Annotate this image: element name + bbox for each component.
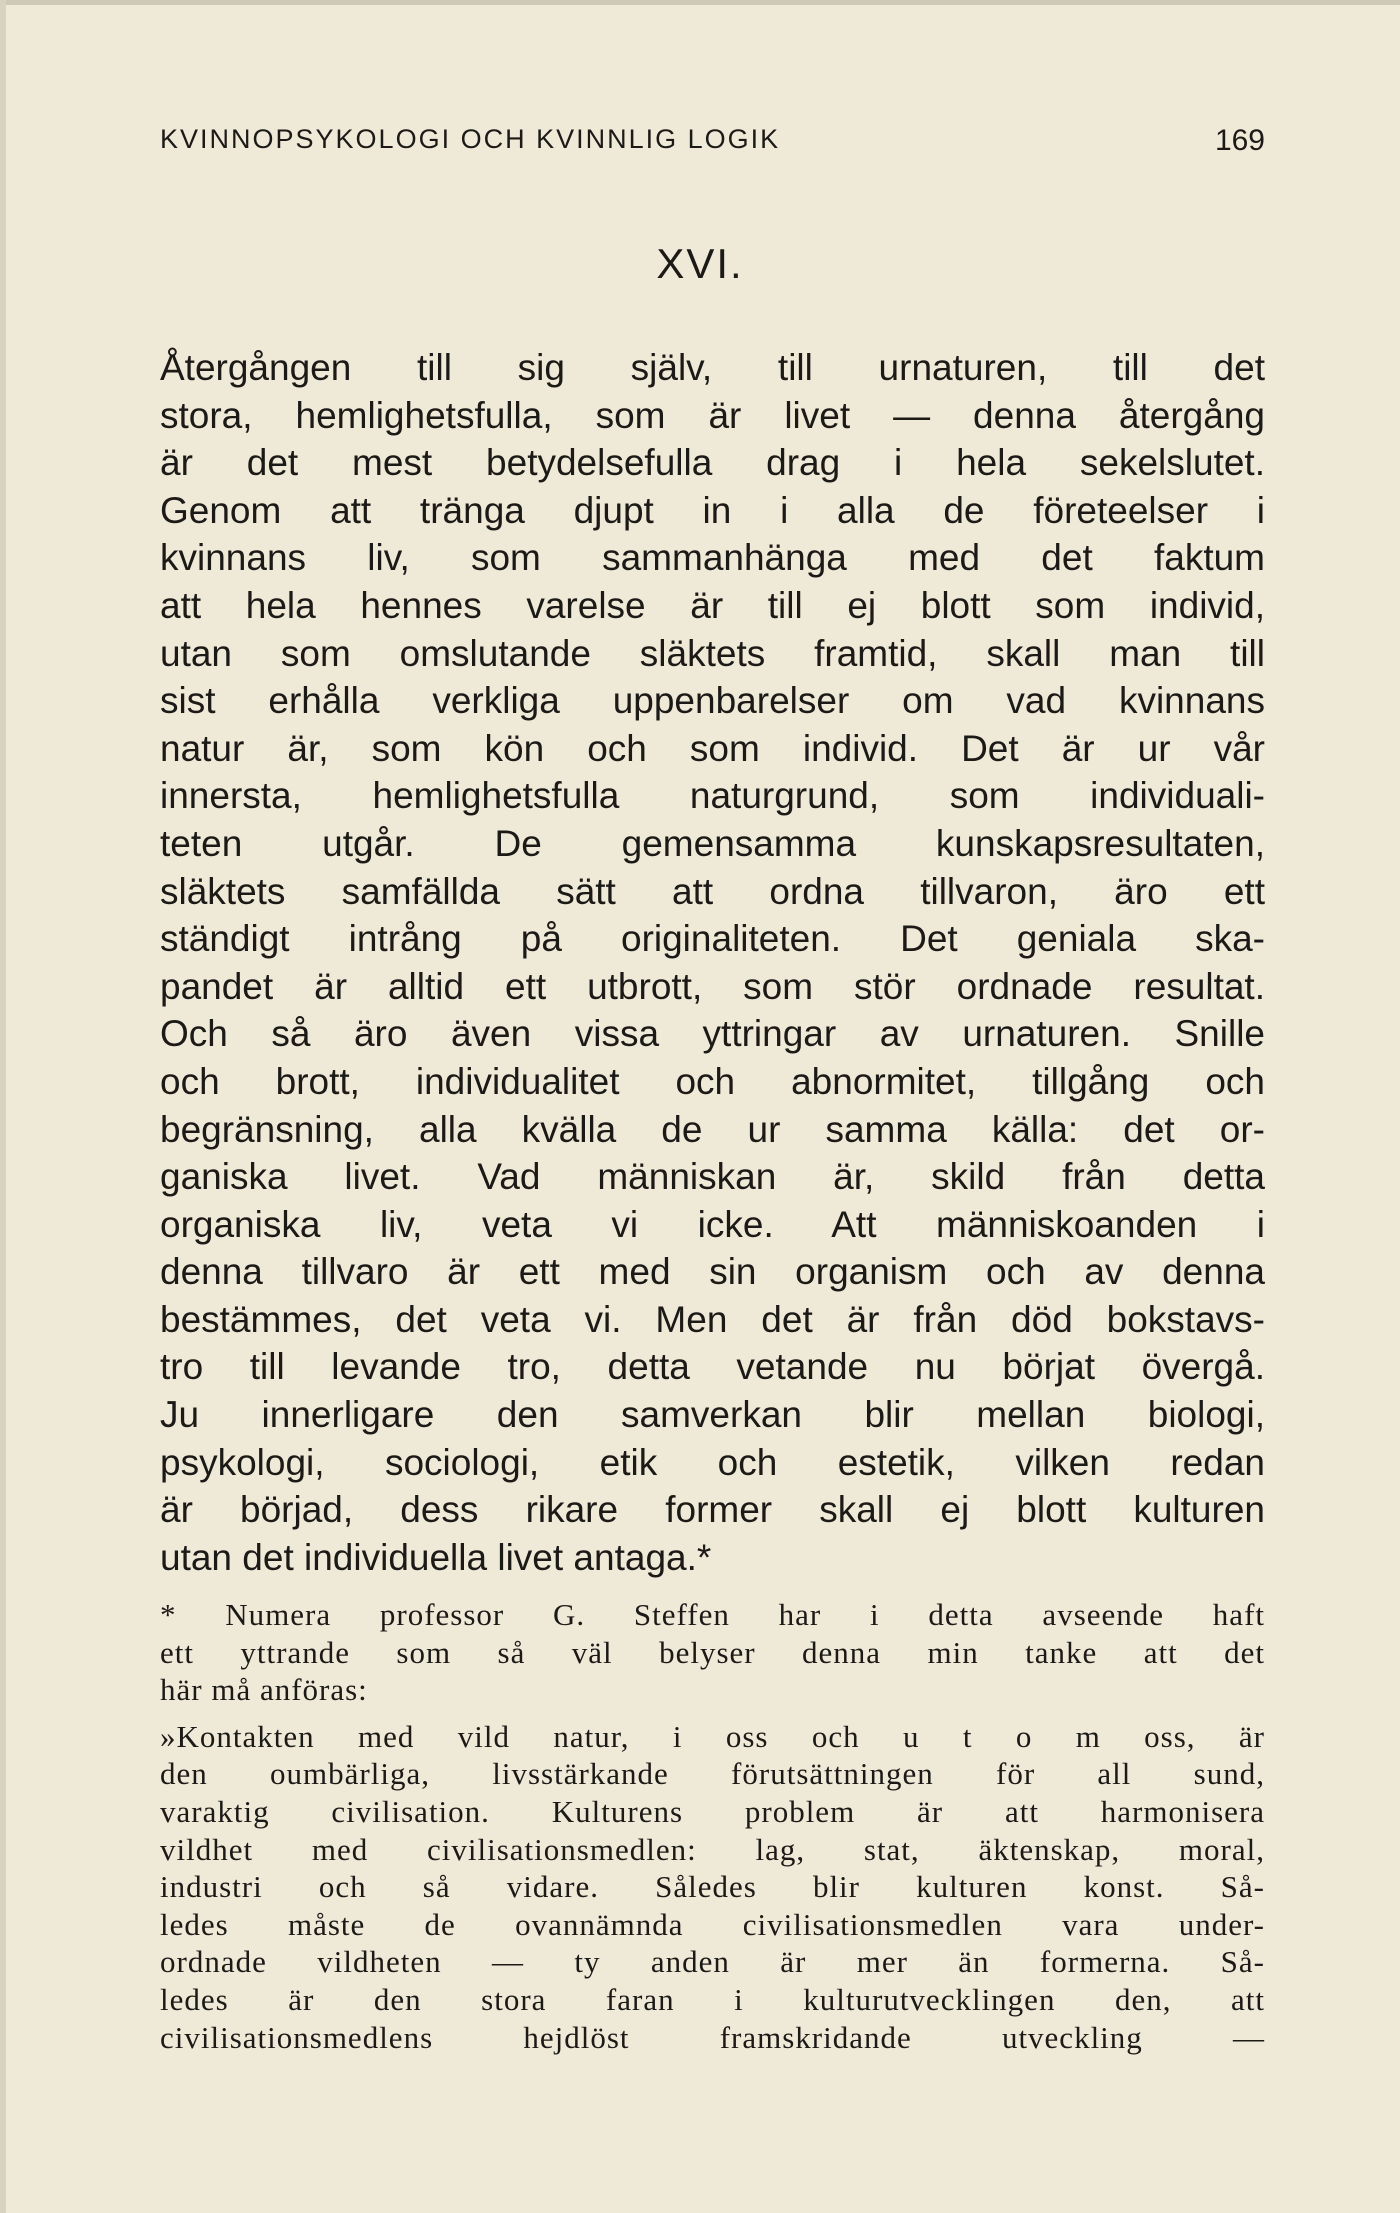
body-line: kvinnans liv, som sammanhänga med det faktum	[160, 537, 1265, 579]
body-line: stora, hemlighetsfulla, som är livet — denna återgång	[160, 394, 1265, 436]
body-line: Återgången till sig själv, till urnaturen, till det	[160, 347, 1265, 388]
running-title: KVINNOPSYKOLOGI OCH KVINNLIG LOGIK	[160, 124, 781, 154]
body-line: Genom att tränga djupt in i alla de företeelser i	[160, 489, 1265, 531]
footnote-line: * Numera professor G. Steffen har i detta avseende haft	[160, 1597, 1265, 1632]
body-line: pandet är alltid ett utbrott, som stör ordnade resultat.	[160, 965, 1265, 1007]
body-line: att hela hennes varelse är till ej blott som individ,	[160, 584, 1265, 626]
footnote-line: ett yttrande som så väl belyser denna min tanke att det	[160, 1634, 1265, 1670]
page-top-edge	[0, 0, 1400, 5]
body-line: utan som omslutande släktets framtid, skall man till	[160, 632, 1265, 674]
body-line: Och så äro även vissa yttringar av urnaturen. Snille	[160, 1013, 1265, 1055]
footnote-quote-line: ledes måste de ovannämnda civilisationsmedlen vara under-	[160, 1906, 1265, 1942]
body-line: natur är, som kön och som individ. Det är ur vår	[160, 727, 1265, 769]
page-number: 169	[1214, 124, 1265, 157]
body-line: sist erhålla verkliga uppenbarelser om vad kvinnans	[160, 680, 1265, 722]
footnote-quote-line: ordnade vildheten — ty anden är mer än formerna. Så-	[160, 1944, 1265, 1980]
footnote-quote-line: den oumbärliga, livsstärkande förutsättningen för all sund,	[160, 1756, 1265, 1792]
section-number: XVI.	[656, 240, 744, 287]
body-line: och brott, individualitet och abnormitet, tillgång och	[160, 1060, 1265, 1102]
body-line: begränsning, alla kvälla de ur samma källa: det or-	[160, 1108, 1265, 1150]
body-line: tro till levande tro, detta vetande nu börjat övergå.	[160, 1346, 1265, 1388]
footnote-quote-line: industri och så vidare. Således blir kulturen konst. Så-	[160, 1869, 1265, 1905]
footnote-line: här må anföras:	[160, 1672, 368, 1708]
footnote	[160, 1596, 1265, 2056]
footnote-quote-line: civilisationsmedlens hejdlöst framskridande utveckling —	[160, 2019, 1265, 2055]
body-line: ganiska livet. Vad människan är, skild från detta	[160, 1156, 1265, 1198]
footnote-quote-line: ledes är den stora faran i kulturutvecklingen den, att	[160, 1981, 1265, 2017]
body-line: organiska liv, veta vi icke. Att människoanden i	[160, 1203, 1265, 1245]
body-line: teten utgår. De gemensamma kunskapsresultaten,	[160, 822, 1265, 864]
footnote-quote-line: »Kontakten med vild natur, i oss och u t o m oss, är	[160, 1718, 1265, 1754]
body-line: psykologi, sociologi, etik och estetik, vilken redan	[160, 1441, 1265, 1483]
body-line: Ju innerligare den samverkan blir mellan biologi,	[160, 1394, 1265, 1436]
body-text	[160, 344, 1265, 1581]
body-line: är det mest betydelsefulla drag i hela sekelslutet.	[160, 442, 1265, 484]
page-left-edge	[0, 0, 6, 2213]
body-line: utan det individuella livet antaga.*	[160, 1536, 712, 1578]
footnote-quote-line: varaktig civilisation. Kulturens problem är att harmonisera	[160, 1793, 1265, 1829]
body-line: ständigt intrång på originaliteten. Det geniala ska-	[160, 918, 1265, 960]
body-line: innersta, hemlighetsfulla naturgrund, som individuali-	[160, 775, 1265, 817]
footnote-quote-line: vildhet med civilisationsmedlen: lag, stat, äktenskap, moral,	[160, 1831, 1265, 1867]
body-line: denna tillvaro är ett med sin organism och av denna	[160, 1251, 1265, 1293]
body-line: bestämmes, det veta vi. Men det är från död bokstavs-	[160, 1298, 1265, 1340]
body-line: är börjad, dess rikare former skall ej blott kulturen	[160, 1489, 1265, 1531]
running-head	[160, 124, 1265, 164]
body-line: släktets samfällda sätt att ordna tillvaron, äro ett	[160, 870, 1265, 912]
footnote-gap	[160, 1709, 1265, 1718]
